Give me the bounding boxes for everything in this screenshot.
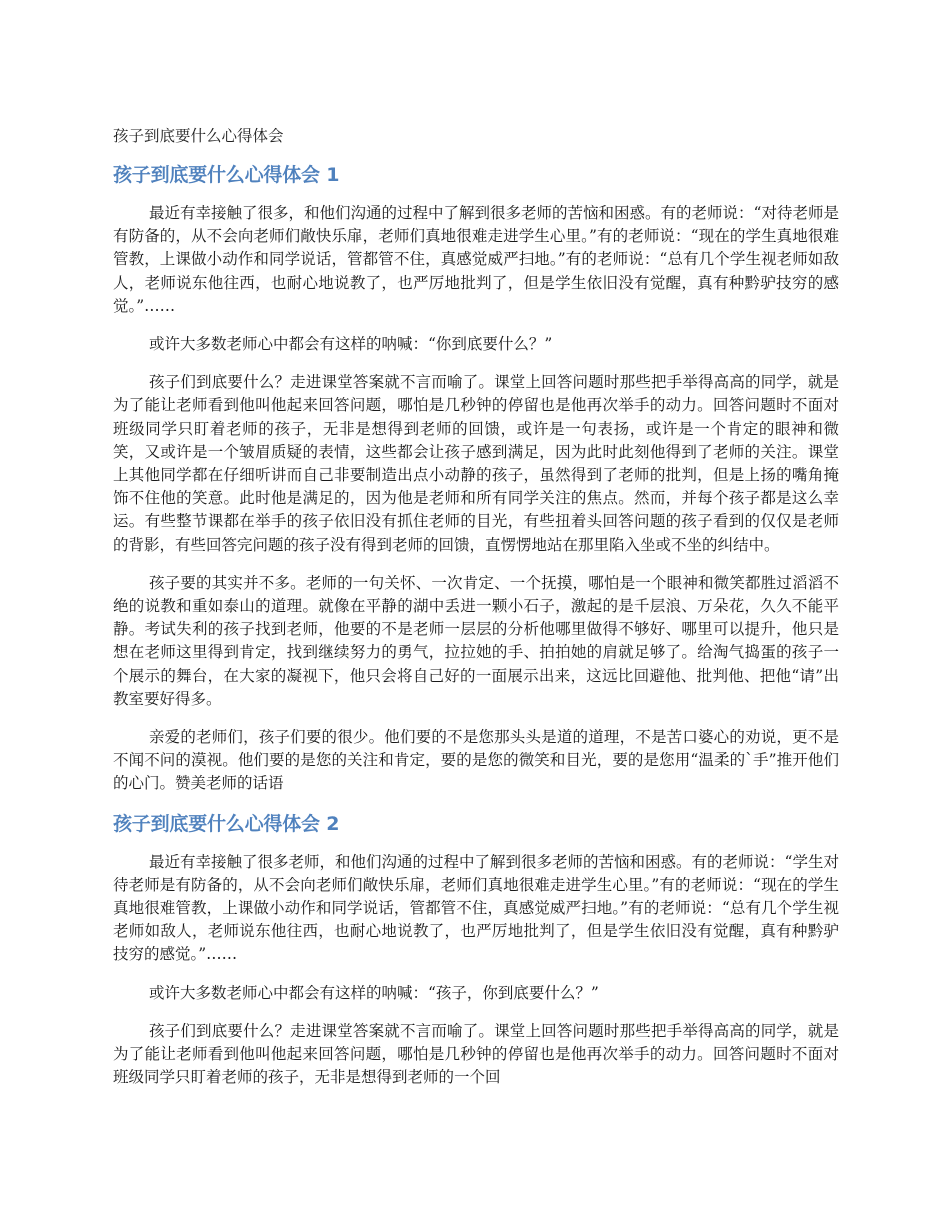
document-title: 孩子到底要什么心得体会 [113,127,284,145]
paragraph: 或许大多数老师心中都会有这样的呐喊：“孩子，你到底要什么？” [149,983,599,1002]
paragraph: 最近有幸接触了很多老师，和他们沟通的过程中了解到很多老师的苦恼和困惑。有的老师说：“学生对待老师是有防备的，从不会向老师们敞快乐扉，老师们真地很难走进学生心里。”有的老师说：“现在的学生真地很难管教，上课做小动作和同学说话，管都管不住，真感觉威严扫地。”有的老师说：“总有几个学生视老师如敌人，老师说东他往西，也耐心地说教了，也严厉地批判了，但是学生依旧没有觉醒，真有种黔驴技穷的感觉。”…… [113,852,839,964]
section-heading-1: 孩子到底要什么心得体会 1 [113,164,340,186]
document-page [113,124,839,1090]
section-1 [113,162,839,796]
paragraph: 或许大多数老师心中都会有这样的呐喊：“你到底要什么？” [149,335,553,354]
paragraph: 孩子要的其实并不多。老师的一句关怀、一次肯定、一个抚摸，哪怕是一个眼神和微笑都胜过滔滔不绝的说教和重如泰山的道理。就像在平静的湖中丢进一颗小石子，激起的是千层浪、万朵花，久久不能平静。考试失利的孩子找到老师，他要的不是老师一层层的分析他哪里做得不够好、哪里可以提升，他只是想在老师这里得到肯定，找到继续努力的勇气，拉拉她的手、拍拍她的肩就足够了。给淘气捣蛋的孩子一个展示的舞台，在大家的凝视下，他只会将自己好的一面展示出来，这远比回避他、批判他、把他“请”出教室要好得多。 [113,573,839,708]
paragraph: 最近有幸接触了很多，和他们沟通的过程中了解到很多老师的苦恼和困惑。有的老师说：“对待老师是有防备的，从不会向老师们敞快乐扉，老师们真地很难走进学生心里。”有的老师说：“现在的学生真地很难管教，上课做小动作和同学说话，管都管不住，真感觉威严扫地。”有的老师说：“总有几个学生视老师如敌人，老师说东他往西，也耐心地说教了，也严厉地批判了，但是学生依旧没有觉醒，真有种黔驴技穷的感觉。”…… [113,204,839,315]
paragraph: 亲爱的老师们，孩子们要的很少。他们要的不是您那头头是道的道理，不是苦口婆心的劝说，更不是不闻不问的漠视。他们要的是您的关注和肯定，要的是您的微笑和目光，要的是您用“温柔的`手”推开他们的心门。赞美老师的话语 [113,728,839,793]
section-2 [113,811,839,1090]
paragraph: 孩子们到底要什么？走进课堂答案就不言而喻了。课堂上回答问题时那些把手举得高高的同学，就是为了能让老师看到他叫他起来回答问题，哪怕是几秒钟的停留也是他再次举手的动力。回答问题时不面对班级同学只盯着老师的孩子，无非是想得到老师的回馈，或许是一句表扬，或许是一个肯定的眼神和微笑，又或许是一个皱眉质疑的表情，这些都会让孩子感到满足，因为此时此刻他得到了老师的关注。课堂上其他同学都在仔细听讲而自己非要制造出点小动静的孩子，虽然得到了老师的批判，但是上扬的嘴角掩饰不住他的笑意。此时他是满足的，因为他是老师和所有同学关注的焦点。然而，并每个孩子都是这么幸运。有些整节课都在举手的孩子依旧没有抓住老师的目光，有些扭着头回答问题的孩子看到的仅仅是老师的背影，有些回答完问题的孩子没有得到老师的回馈，直愣愣地站在那里陷入坐或不坐的纠结中。 [113,373,839,554]
section-heading-2: 孩子到底要什么心得体会 2 [113,812,340,835]
paragraph: 孩子们到底要什么？走进课堂答案就不言而喻了。课堂上回答问题时那些把手举得高高的同学，就是为了能让老师看到他叫他起来回答问题，哪怕是几秒钟的停留也是他再次举手的动力。回答问题时不面对班级同学只盯着老师的孩子，无非是想得到老师的一个回 [113,1021,839,1087]
